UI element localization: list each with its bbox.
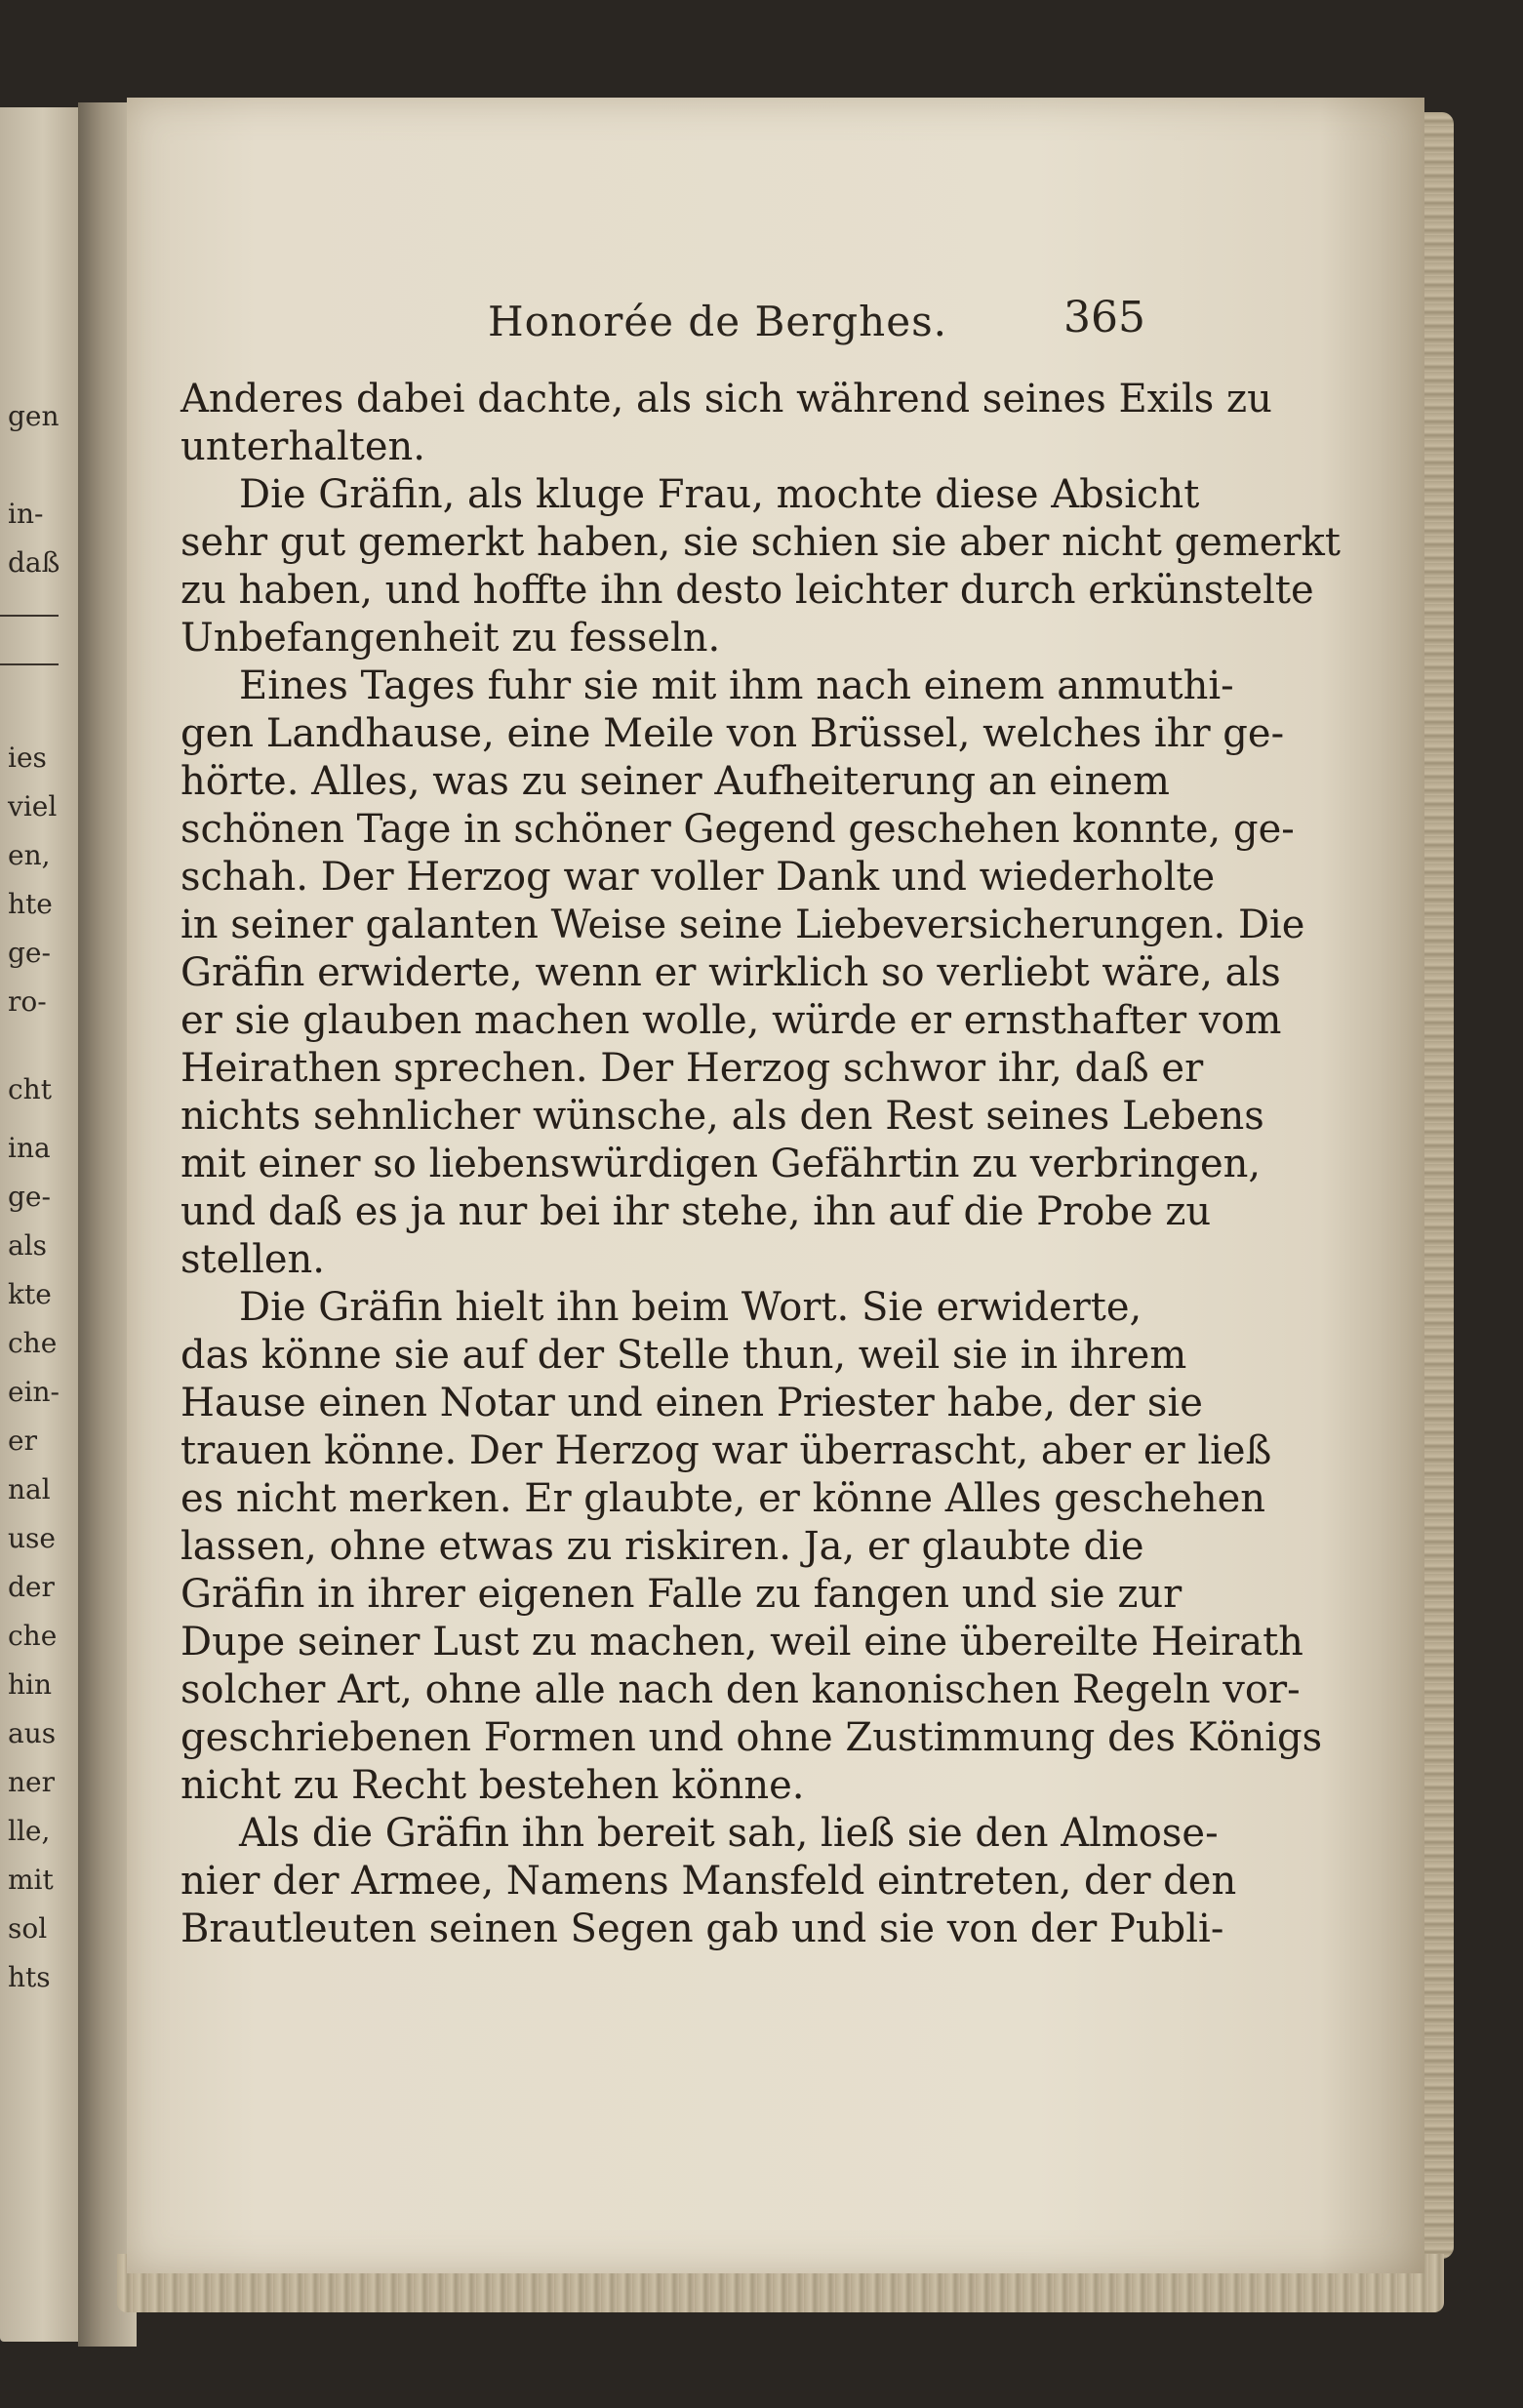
facing-page-fragment: ner	[8, 1766, 55, 1798]
text-line: Heirathen sprechen. Der Herzog schwor ihr, daß er	[180, 1046, 1204, 1091]
text-line: trauen könne. Der Herzog war überrascht, aber er ließ	[180, 1428, 1272, 1473]
text-line: Unbefangenheit zu fesseln.	[180, 616, 721, 661]
facing-page-fragment: kte	[8, 1278, 52, 1310]
text-line: stellen.	[180, 1237, 326, 1282]
running-head: Honorée de Berghes.	[488, 298, 947, 345]
facing-page-rule	[0, 615, 59, 617]
text-line: Dupe seiner Lust zu machen, weil eine übereilte Heirath	[180, 1620, 1303, 1665]
text-line: Die Gräfin, als kluge Frau, mochte diese Absicht	[239, 472, 1200, 517]
facing-page-fragment: sol	[8, 1912, 48, 1945]
text-line: es nicht merken. Er glaubte, er könne Alles geschehen	[180, 1476, 1266, 1521]
facing-page-fragment: hin	[8, 1668, 53, 1701]
facing-page-fragment: ro-	[8, 985, 47, 1018]
facing-page-fragment: ina	[8, 1132, 51, 1164]
body-text	[180, 376, 1341, 1953]
text-line: hörte. Alles, was zu seiner Aufheiterung an einem	[180, 759, 1170, 804]
text-line: nier der Armee, Namens Mansfeld eintreten, der den	[180, 1859, 1237, 1904]
text-line: in seiner galanten Weise seine Liebeversicherungen. Die	[180, 903, 1305, 947]
text-line: schönen Tage in schöner Gegend geschehen konnte, ge-	[180, 807, 1295, 852]
text-line: Gräfin in ihrer eigenen Falle zu fangen und sie zur	[180, 1572, 1182, 1617]
facing-page-fragment: en,	[8, 839, 51, 871]
text-line: sehr gut gemerkt haben, sie schien sie aber nicht gemerkt	[180, 520, 1341, 565]
facing-page-fragment: mit	[8, 1864, 54, 1896]
text-line: zu haben, und hoffte ihn desto leichter durch erkünstelte	[180, 568, 1314, 613]
facing-page-fragment: der	[8, 1571, 55, 1603]
page-number: 365	[1063, 293, 1145, 342]
text-line: das könne sie auf der Stelle thun, weil sie in ihrem	[180, 1333, 1187, 1378]
facing-page-fragment: gen	[8, 400, 60, 432]
facing-page-fragment: ein-	[8, 1376, 60, 1408]
facing-page-fragment: che	[8, 1327, 58, 1359]
facing-page-fragment: ge-	[8, 937, 51, 969]
text-line: schah. Der Herzog war voller Dank und wiederholte	[180, 855, 1216, 900]
text-line: lassen, ohne etwas zu riskiren. Ja, er glaubte die	[180, 1524, 1144, 1569]
facing-page-fragment: in-	[8, 498, 44, 530]
facing-page-fragment: hts	[8, 1961, 51, 1993]
text-line: nichts sehnlicher wünsche, als den Rest seines Lebens	[180, 1094, 1264, 1139]
text-line: Eines Tages fuhr sie mit ihm nach einem anmuthi-	[239, 663, 1234, 708]
facing-page-fragment: aus	[8, 1717, 57, 1749]
text-line: und daß es ja nur bei ihr stehe, ihn auf die Probe zu	[180, 1189, 1212, 1234]
text-line: gen Landhause, eine Meile von Brüssel, welches ihr ge-	[180, 711, 1285, 756]
facing-page-fragment: cht	[8, 1073, 52, 1105]
text-line: mit einer so liebenswürdigen Gefährtin zu verbringen,	[180, 1142, 1262, 1186]
facing-page-fragment: nal	[8, 1473, 51, 1505]
text-line: unterhalten.	[180, 424, 426, 469]
text-line: Die Gräfin hielt ihn beim Wort. Sie erwiderte,	[239, 1285, 1142, 1330]
facing-page-fragment: ies	[8, 742, 47, 774]
text-line: Hause einen Notar und einen Priester habe, der sie	[180, 1381, 1203, 1425]
facing-page-edge	[0, 107, 78, 2342]
facing-page-fragment: er	[8, 1425, 37, 1457]
facing-page-fragment: che	[8, 1620, 58, 1652]
text-line: nicht zu Recht bestehen könne.	[180, 1763, 805, 1808]
facing-page-fragment: daß	[8, 546, 60, 579]
facing-page-fragment: ge-	[8, 1181, 51, 1213]
facing-page-fragment: viel	[8, 790, 58, 823]
facing-page-fragment: lle,	[8, 1815, 51, 1847]
facing-page-fragment: als	[8, 1229, 48, 1262]
text-line: Anderes dabei dachte, als sich während seines Exils zu	[180, 377, 1272, 421]
text-line: geschriebenen Formen und ohne Zustimmung des Königs	[180, 1715, 1323, 1760]
facing-page-fragment: hte	[8, 888, 53, 920]
text-line: er sie glauben machen wolle, würde er ernsthafter vom	[180, 998, 1282, 1043]
facing-page-rule	[0, 663, 59, 665]
facing-page-fragment: use	[8, 1522, 56, 1554]
text-line: Brautleuten seinen Segen gab und sie von der Publi-	[180, 1906, 1224, 1951]
text-line: Als die Gräfin ihn bereit sah, ließ sie den Almose-	[239, 1811, 1219, 1856]
text-line: solcher Art, ohne alle nach den kanonischen Regeln vor-	[180, 1667, 1301, 1712]
text-line: Gräfin erwiderte, wenn er wirklich so verliebt wäre, als	[180, 950, 1281, 995]
